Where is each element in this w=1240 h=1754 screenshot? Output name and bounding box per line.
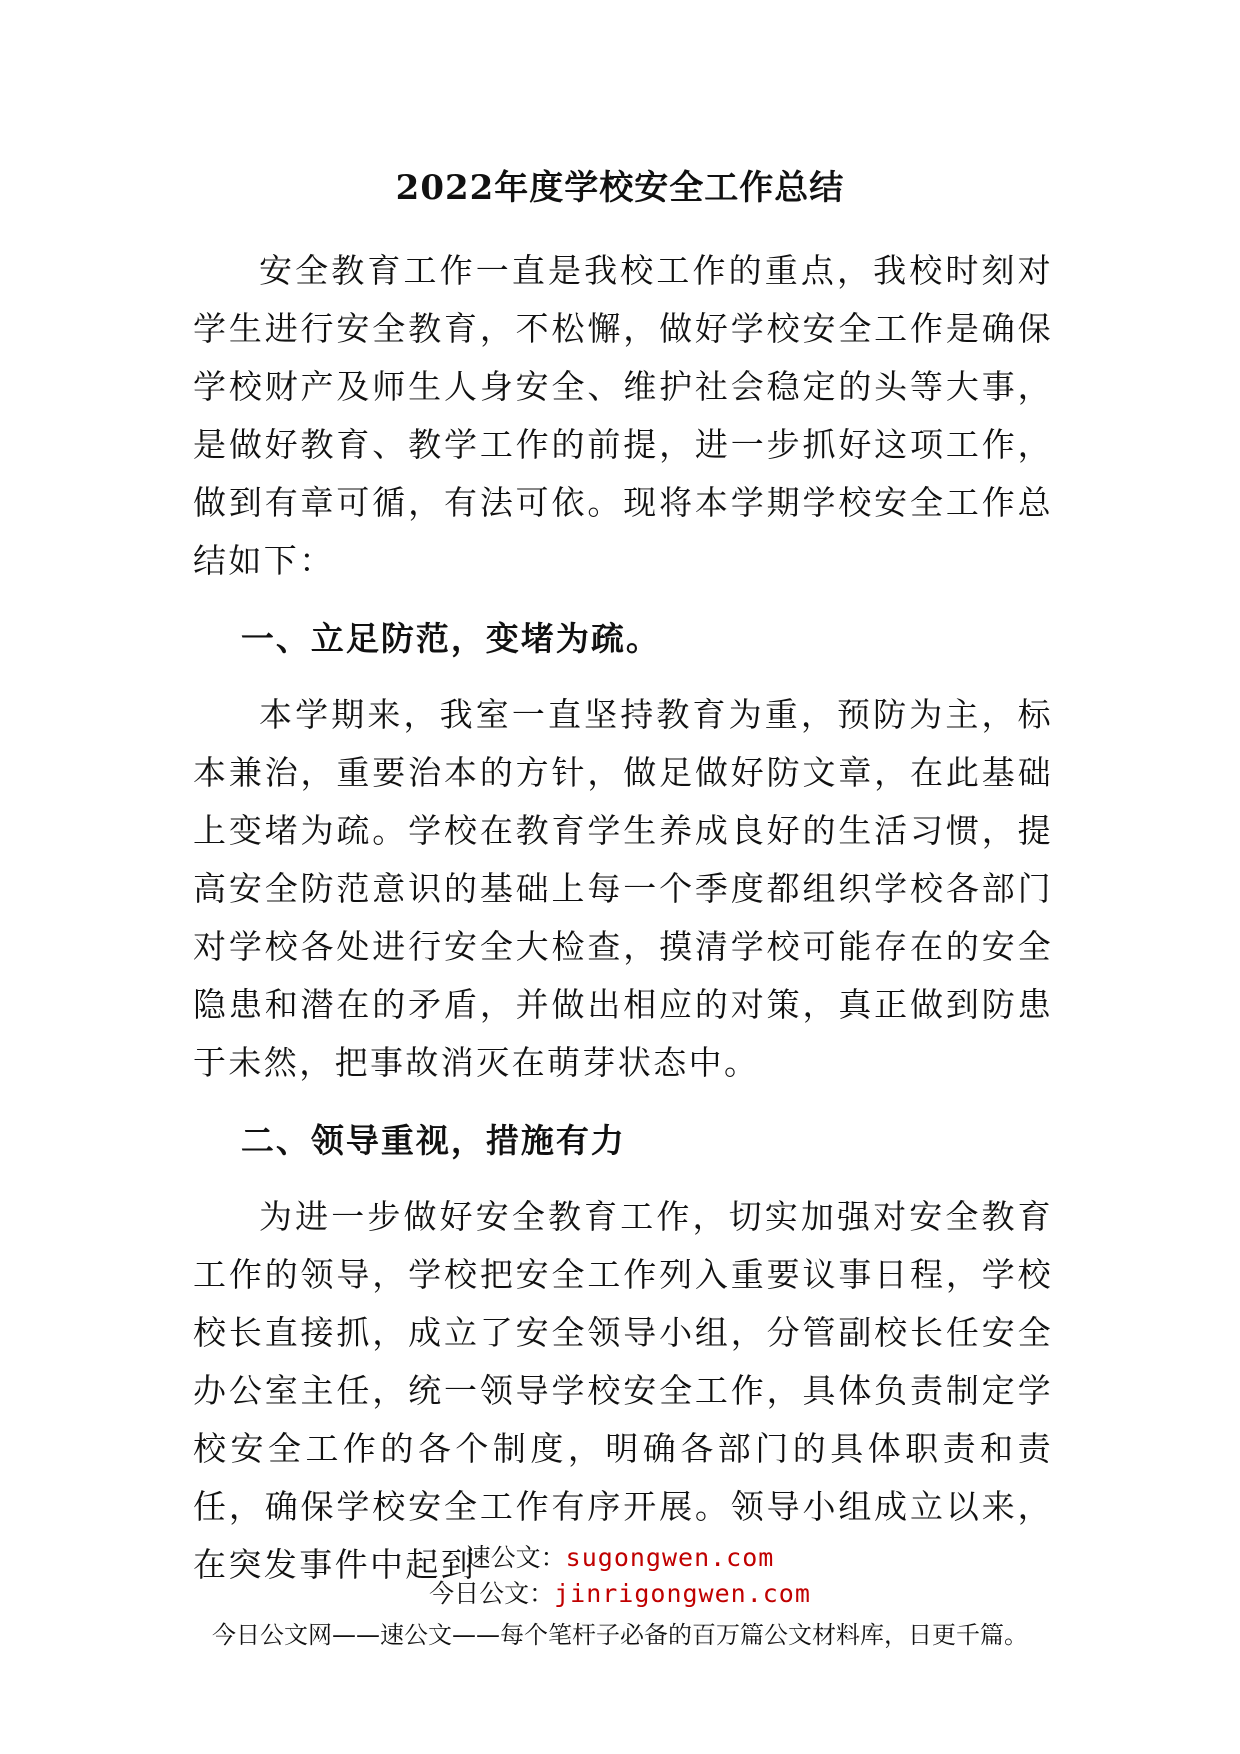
section-2-paragraph: 为进一步做好安全教育工作，切实加强对安全教育工作的领导，学校把安全工作列入重要议事日程，学校校长直接抓，成立了安全领导小组，分管副校长任安全办公室主任，统一领导学校安全工作，具体负责制定学校安全工作的各个制度，明确各部门的具体职责和责任，确保学校安全工作有序开展。领导小组成立以来，在突发事件中起到 (193, 1197, 1053, 1584)
footer-watermark (0, 1540, 1240, 1654)
footer-line-sugongwen (0, 1540, 1240, 1576)
footer-link-jinrigongwen[interactable]: jinrigongwen.com (554, 1579, 811, 1608)
section-1-paragraph: 本学期来，我室一直坚持教育为重，预防为主，标本兼治，重要治本的方针，做足做好防文章，在此基础上变堵为疏。学校在教育学生养成良好的生活习惯，提高安全防范意识的基础上每一个季度都组织学校各部门对学校各处进行安全大检查，摸清学校可能存在的安全隐患和潜在的矛盾，并做出相应的对策，真正做到防患于未然，把事故消灭在萌芽状态中。 (193, 695, 1053, 1082)
document-body (193, 242, 1053, 1594)
document-title: 2022年度学校安全工作总结 (395, 168, 845, 208)
intro-paragraph: 安全教育工作一直是我校工作的重点，我校时刻对学生进行安全教育，不松懈，做好学校安全工作是确保学校财产及师生人身安全、维护社会稳定的头等大事，是做好教育、教学工作的前提，进一步抓好这项工作，做到有章可循，有法可依。现将本学期学校安全工作总结如下： (193, 251, 1053, 580)
footer-label-sugongwen: 速公文： (465, 1543, 566, 1572)
footer-line-jinrigongwen (0, 1576, 1240, 1612)
footer-label-jinrigongwen: 今日公文： (429, 1579, 555, 1608)
section-2-heading: 二、领导重视，措施有力 (240, 1121, 626, 1160)
section-1-heading: 一、立足防范，变堵为疏。 (240, 619, 661, 658)
footer-slogan: 今日公文网——速公文——每个笔杆子必备的百万篇公文材料库，日更千篇。 (212, 1621, 1028, 1649)
footer-link-sugongwen[interactable]: sugongwen.com (565, 1543, 775, 1572)
